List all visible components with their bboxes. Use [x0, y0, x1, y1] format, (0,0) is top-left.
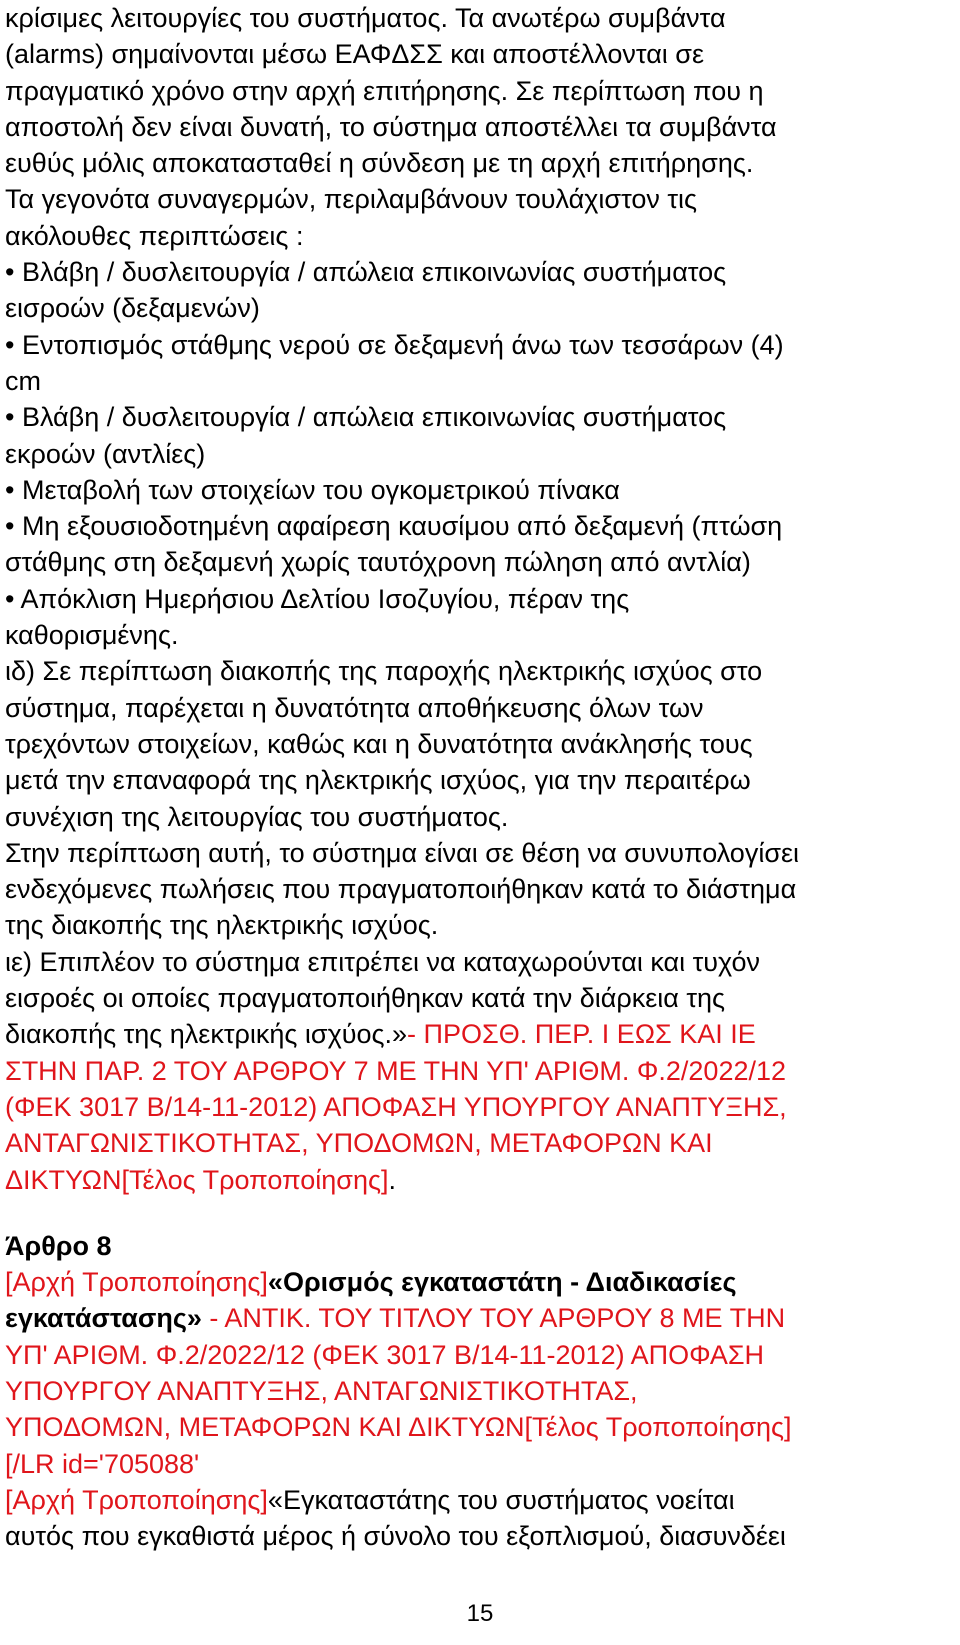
amendment-marker: [Αρχή Τροποποίησης]: [5, 1484, 268, 1515]
text-line: [5, 1264, 955, 1300]
amendment-note: - ΠΡΟΣΘ. ΠΕΡ. Ι ΕΩΣ ΚΑΙ ΙΕ: [407, 1019, 756, 1050]
text-line: εισροών (δεξαμενών): [5, 293, 260, 324]
amendment-note: [/LR id='705088': [5, 1448, 200, 1479]
text-line: εισροές οι οποίες πραγματοποιήθηκαν κατά την διάρκεια της: [5, 983, 726, 1014]
text-line: μετά την επαναφορά της ηλεκτρικής ισχύος, για την περαιτέρω: [5, 765, 751, 796]
text-span: .: [388, 1164, 396, 1195]
text-line: [5, 1162, 955, 1198]
text-line: ευθύς μόλις αποκατασταθεί η σύνδεση με τη αρχή επιτήρησης.: [5, 148, 754, 179]
text-span: διακοπής της ηλεκτρικής ισχύος.»: [5, 1019, 408, 1050]
amendment-note: ΥΠ' ΑΡΙΘΜ. Φ.2/2022/12 (ΦΕΚ 3017 Β/14-11-2012) ΑΠΟΦΑΣΗ: [5, 1339, 765, 1370]
body-text: [5, 0, 955, 1554]
text-line: Στην περίπτωση αυτή, το σύστημα είναι σε θέση να συνυπολογίσει: [5, 837, 800, 868]
amendment-note: (ΦΕΚ 3017 Β/14-11-2012) ΑΠΟΦΑΣΗ ΥΠΟΥΡΓΟΥ ΑΝΑΠΤΥΞΗΣ,: [5, 1091, 787, 1122]
spacer: [5, 1198, 955, 1228]
text-line: [5, 1016, 955, 1052]
text-line: τρεχόντων στοιχείων, καθώς και η δυνατότητα ανάκλησής τους: [5, 728, 753, 759]
amendment-note: ΥΠΟΔΟΜΩΝ, ΜΕΤΑΦΟΡΩΝ ΚΑΙ ΔΙΚΤΥΩΝ[Τέλος Τροποποίησης]: [5, 1412, 792, 1443]
text-line: Τα γεγονότα συναγερμών, περιλαμβάνουν τουλάχιστον τις: [5, 184, 698, 215]
text-line: [5, 1482, 955, 1518]
text-line: πραγματικό χρόνο στην αρχή επιτήρησης. Σε περίπτωση που η: [5, 75, 764, 106]
text-line: cm: [5, 365, 41, 396]
bullet-item: • Μη εξουσιοδοτημένη αφαίρεση καυσίμου από δεξαμενή (πτώση: [5, 511, 783, 542]
bullet-item: • Μεταβολή των στοιχείων του ογκομετρικού πίνακα: [5, 474, 620, 505]
article-title: «Ορισμός εγκαταστάτη - Διαδικασίες: [267, 1267, 737, 1298]
text-line: σύστημα, παρέχεται η δυνατότητα αποθήκευσης όλων των: [5, 692, 704, 723]
text-line: καθορισμένης.: [5, 620, 179, 651]
article-title: εγκατάστασης»: [5, 1303, 202, 1334]
text-line: στάθμης στη δεξαμενή χωρίς ταυτόχρονη πώληση από αντλία): [5, 547, 751, 578]
text-line: κρίσιμες λειτουργίες του συστήματος. Τα ανωτέρω συμβάντα: [5, 3, 726, 33]
text-line: αυτός που εγκαθιστά μέρος ή σύνολο του εξοπλισμού, διασυνδέει: [5, 1521, 786, 1552]
amendment-note: - ΑΝΤΙΚ. ΤΟΥ ΤΙΤΛΟΥ ΤΟΥ ΑΡΘΡΟΥ 8 ΜΕ ΤΗΝ: [201, 1303, 786, 1334]
bullet-item: • Βλάβη / δυσλειτουργία / απώλεια επικοινωνίας συστήματος: [5, 402, 727, 433]
text-line: ιδ) Σε περίπτωση διακοπής της παροχής ηλεκτρικής ισχύος στο: [5, 656, 763, 687]
article-heading: Άρθρο 8: [5, 1230, 112, 1261]
bullet-item: • Εντοπισμός στάθμης νερού σε δεξαμενή άνω των τεσσάρων (4): [5, 329, 784, 360]
amendment-note: ΑΝΤΑΓΩΝΙΣΤΙΚΟΤΗΤΑΣ, ΥΠΟΔΟΜΩΝ, ΜΕΤΑΦΟΡΩΝ ΚΑΙ: [5, 1128, 713, 1159]
text-span: «Εγκαταστάτης του συστήματος νοείται: [267, 1484, 735, 1515]
bullet-item: • Απόκλιση Ημερήσιου Δελτίου Ισοζυγίου, πέραν της: [5, 583, 630, 614]
text-line: ακόλουθες περιπτώσεις :: [5, 220, 304, 251]
amendment-marker: [Αρχή Τροποποίησης]: [5, 1267, 268, 1298]
text-line: ενδεχόμενες πωλήσεις που πραγματοποιήθηκαν κατά το διάστημα: [5, 874, 797, 905]
text-line: ιε) Επιπλέον το σύστημα επιτρέπει να καταχωρούνται και τυχόν: [5, 946, 760, 977]
amendment-note: ΥΠΟΥΡΓΟΥ ΑΝΑΠΤΥΞΗΣ, ΑΝΤΑΓΩΝΙΣΤΙΚΟΤΗΤΑΣ,: [5, 1375, 638, 1406]
bullet-item: • Βλάβη / δυσλειτουργία / απώλεια επικοινωνίας συστήματος: [5, 257, 727, 288]
text-line: συνέχιση της λειτουργίας του συστήματος.: [5, 801, 509, 832]
text-line: (alarms) σημαίνονται μέσω ΕΑΦΔΣΣ και αποστέλλονται σε: [5, 39, 705, 70]
text-line: [5, 1300, 955, 1336]
text-line: αποστολή δεν είναι δυνατή, το σύστημα αποστέλλει τα συμβάντα: [5, 111, 777, 142]
page-number: 15: [466, 1600, 494, 1627]
text-line: εκροών (αντλίες): [5, 438, 206, 469]
amendment-note: ΔΙΚΤΥΩΝ[Τέλος Τροποποίησης]: [5, 1164, 389, 1195]
text-line: της διακοπής της ηλεκτρικής ισχύος.: [5, 910, 439, 941]
amendment-note: ΣΤΗΝ ΠΑΡ. 2 ΤΟΥ ΑΡΘΡΟΥ 7 ΜΕ ΤΗΝ ΥΠ' ΑΡΙΘΜ. Φ.2/2022/12: [5, 1055, 787, 1086]
